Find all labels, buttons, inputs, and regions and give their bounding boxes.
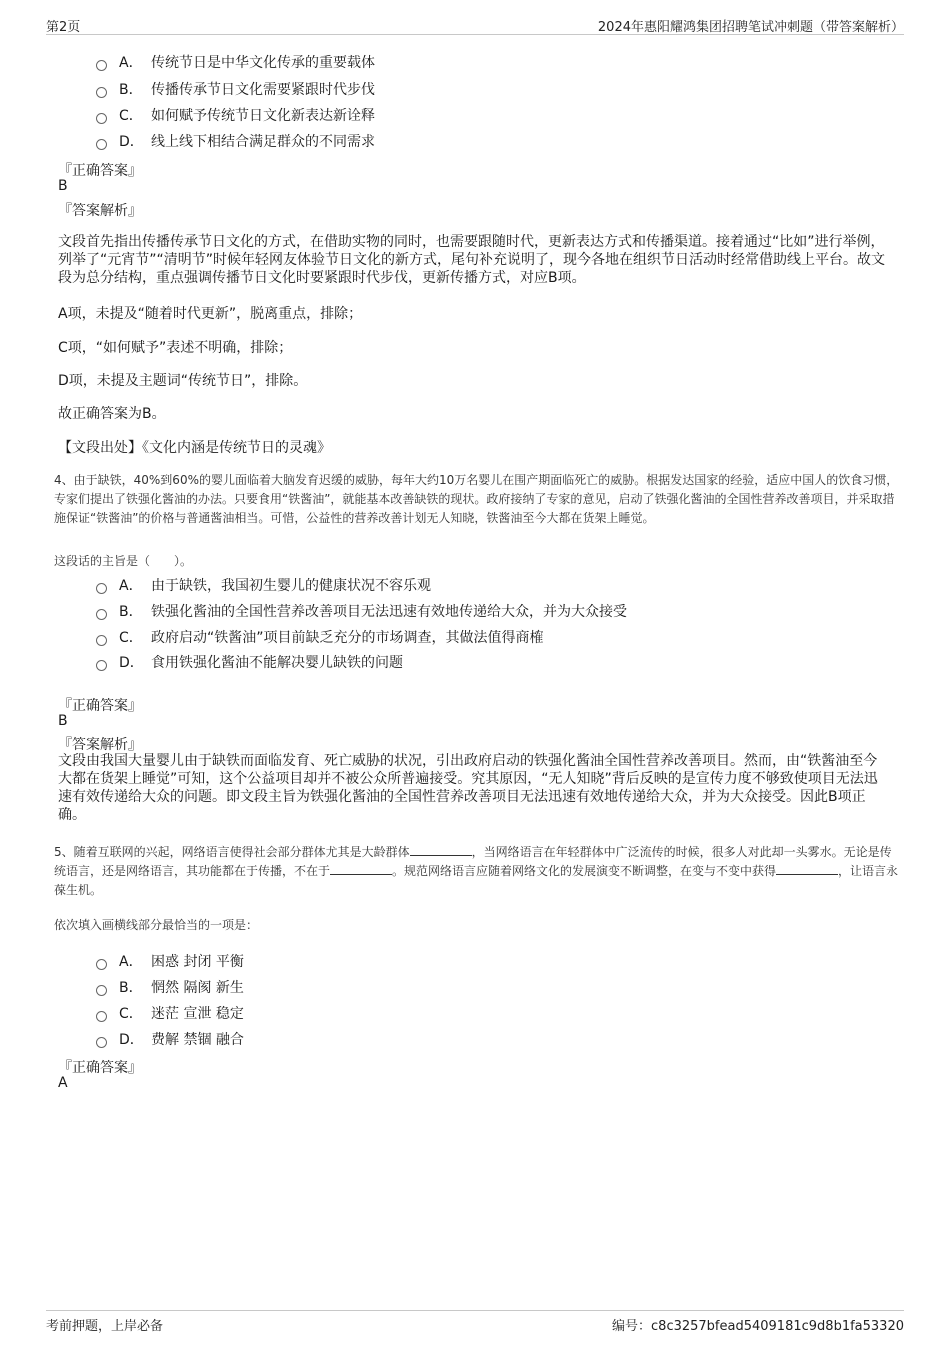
q3-option-b[interactable]: B． 传播传承节日文化需要紧跟时代步伐: [96, 79, 375, 99]
fill-blank-2[interactable]: [330, 862, 392, 875]
q3-analysis-label: 『答案解析』: [58, 203, 142, 219]
document-title: 2024年惠阳耀鸿集团招聘笔试冲刺题（带答案解析）: [597, 20, 904, 35]
radio-icon[interactable]: [96, 985, 107, 996]
radio-icon[interactable]: [96, 635, 107, 646]
q5-option-c[interactable]: C． 迷茫 宣泄 稳定: [96, 1003, 244, 1023]
q4-answer-label: 『正确答案』: [58, 698, 142, 714]
q5-answer-label: 『正确答案』: [58, 1060, 142, 1076]
q5-stem: 5、随着互联网的兴起，网络语言使得社会部分群体尤其是大龄群体 ，当网络语言在年轻群体中广泛流传的时候，很多人对此却一头雾水。无论是传统语言，还是网络语言，其功能都在于传播，不在于 。规范网络语言应随着网络文化的发展演变不断调整，在变与不变中获得 ，让语言永葆生机。: [54, 845, 899, 897]
q4-stem: 4、由于缺铁，40%到60%的婴儿面临着大脑发育迟缓的威胁，每年大约10万名婴儿在围产期面临死亡的威胁。根据发达国家的经验，适应中国人的饮食习惯，专家们提出了铁强化酱油的办法。只要食用“铁酱油”，就能基本改善缺铁的现状。政府接纳了专家的意见，启动了铁强化酱油的全国性营养改善项目，并采取措施保证“铁酱油”的价格与普通酱油相当。可惜，公益性的营养改善计划无人知晓，铁酱油至今大都在货架上睡觉。: [54, 473, 899, 525]
radio-icon[interactable]: [96, 959, 107, 970]
radio-icon[interactable]: [96, 609, 107, 620]
q3-option-c[interactable]: C． 如何赋予传统节日文化新表达新诠释: [96, 105, 375, 125]
footer-slogan: 考前押题，上岸必备: [46, 1319, 164, 1334]
q3-option-d[interactable]: D． 线上线下相结合满足群众的不同需求: [96, 131, 375, 151]
fill-blank-3[interactable]: [776, 862, 838, 875]
q4-answer: B: [58, 713, 68, 729]
radio-icon[interactable]: [96, 139, 107, 150]
radio-icon[interactable]: [96, 1011, 107, 1022]
q4-option-c[interactable]: C． 政府启动“铁酱油”项目前缺乏充分的市场调查，其做法值得商榷: [96, 627, 544, 647]
q3-option-a[interactable]: A． 传统节日是中华文化传承的重要载体: [96, 52, 375, 72]
fill-blank-1[interactable]: [410, 843, 472, 856]
q3-note-d: D项，未提及主题词“传统节日”，排除。: [58, 373, 308, 389]
radio-icon[interactable]: [96, 113, 107, 124]
q5-option-b[interactable]: B． 惘然 隔阂 新生: [96, 977, 244, 997]
q3-note-a: A项，未提及“随着时代更新”，脱离重点，排除；: [58, 306, 363, 322]
q3-conclusion: 故正确答案为B。: [58, 406, 166, 422]
q4-option-b[interactable]: B． 铁强化酱油的全国性营养改善项目无法迅速有效地传递给大众，并为大众接受: [96, 601, 627, 621]
q4-option-a[interactable]: A． 由于缺铁，我国初生婴儿的健康状况不容乐观: [96, 575, 431, 595]
radio-icon[interactable]: [96, 583, 107, 594]
page-footer: [46, 1310, 904, 1335]
radio-icon[interactable]: [96, 60, 107, 71]
document-code: 编号：c8c3257bfead5409181c9d8b1fa53320: [612, 1319, 904, 1334]
q5-option-a[interactable]: A． 困惑 封闭 平衡: [96, 951, 244, 971]
q3-answer-label: 『正确答案』: [58, 163, 142, 179]
q4-analysis: 文段由我国大量婴儿由于缺铁而面临发育、死亡威胁的状况，引出政府启动的铁强化酱油全国性营养改善项目。然而，由“铁酱油至今大都在货架上睡觉”可知，这个公益项目却并不被公众所普遍接受。究其原因，“无人知晓”背后反映的是宣传力度不够致使项目无法迅速有效传递给大众的问题。即文段主旨为铁强化酱油的全国性营养改善项目无法迅速有效地传递给大众，并为大众接受。因此B项正确。: [58, 753, 878, 823]
q3-answer: B: [58, 178, 68, 194]
q5-option-d[interactable]: D． 费解 禁锢 融合: [96, 1029, 244, 1049]
radio-icon[interactable]: [96, 660, 107, 671]
radio-icon[interactable]: [96, 87, 107, 98]
page-number: 第2页: [46, 20, 81, 35]
q4-prompt: 这段话的主旨是（ ）。: [54, 554, 193, 568]
q3-source: 【文段出处】《文化内涵是传统节日的灵魂》: [58, 440, 331, 456]
q3-note-c: C项，“如何赋予”表述不明确，排除；: [58, 340, 293, 356]
q4-option-d[interactable]: D． 食用铁强化酱油不能解决婴儿缺铁的问题: [96, 652, 403, 672]
q5-answer: A: [58, 1075, 68, 1091]
q5-prompt: 依次填入画横线部分最恰当的一项是：: [54, 918, 259, 932]
page-header: [46, 14, 904, 35]
q4-analysis-label: 『答案解析』: [58, 737, 142, 753]
q3-analysis: 文段首先指出传播传承节日文化的方式，在借助实物的同时，也需要跟随时代，更新表达方式和传播渠道。接着通过“比如”进行举例，列举了“元宵节”“清明节”时候年轻网友体验节日文化的新方式，尾句补充说明了，现今各地在组织节日活动时经常借助线上平台。故文段为总分结构，重点强调传播节日文化时要紧跟时代步伐，更新传播方式，对应B项。: [58, 234, 886, 286]
radio-icon[interactable]: [96, 1037, 107, 1048]
